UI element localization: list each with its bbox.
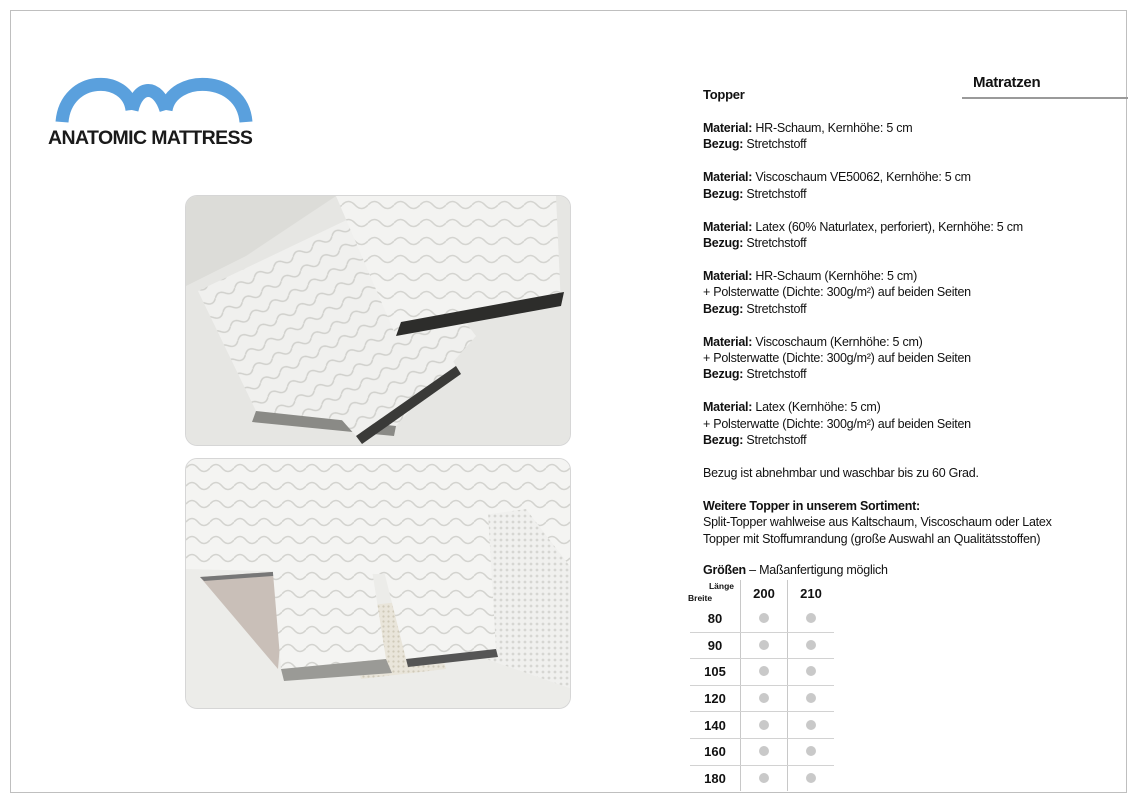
- cover-value: Stretchstoff: [746, 235, 807, 250]
- cover-label: Bezug:: [703, 367, 744, 382]
- material-label: Material:: [703, 334, 753, 349]
- available-dot-icon: [759, 746, 769, 756]
- available-dot-icon: [759, 773, 769, 783]
- length-header: 210: [800, 585, 822, 601]
- variant-2: [703, 169, 1123, 202]
- cover-value: Stretchstoff: [746, 301, 807, 316]
- cover-value: Stretchstoff: [746, 137, 807, 152]
- available-dot-icon: [806, 720, 816, 730]
- available-dot-icon: [806, 693, 816, 703]
- material-value: Viscoschaum (Kernhöhe: 5 cm): [755, 334, 923, 349]
- available-dot-icon: [759, 613, 769, 623]
- table-row: [690, 712, 834, 739]
- material-value: HR-Schaum (Kernhöhe: 5 cm): [755, 268, 918, 283]
- material-value: Latex (Kernhöhe: 5 cm): [755, 400, 881, 415]
- available-dot-icon: [759, 666, 769, 676]
- available-dot-icon: [806, 640, 816, 650]
- brand-logo: [48, 70, 258, 150]
- more-toppers-line: Topper mit Stoffumrandung (große Auswahl an Qualitätsstoffen): [703, 531, 1041, 546]
- cover-value: Stretchstoff: [746, 186, 807, 201]
- washing-note: Bezug ist abnehmbar und waschbar bis zu 60 Grad.: [703, 466, 979, 480]
- available-dot-icon: [806, 666, 816, 676]
- table-row: [690, 659, 834, 686]
- material-extra: + Polsterwatte (Dichte: 300g/m²) auf beiden Seiten: [703, 285, 971, 300]
- product-description: [703, 87, 1123, 547]
- cover-value: Stretchstoff: [746, 433, 807, 448]
- material-label: Material:: [703, 120, 753, 135]
- logo-arcs-icon: [54, 70, 254, 126]
- width-value: 180: [690, 765, 741, 791]
- length-label: Länge: [708, 581, 734, 591]
- size-table-corner: [690, 580, 741, 606]
- material-value: Latex (60% Naturlatex, perforiert), Kernhöhe: 5 cm: [755, 219, 1023, 234]
- width-value: 90: [690, 632, 741, 659]
- material-label: Material:: [703, 219, 753, 234]
- available-dot-icon: [806, 613, 816, 623]
- size-table: [690, 580, 834, 791]
- material-label: Material:: [703, 400, 753, 415]
- available-dot-icon: [759, 720, 769, 730]
- material-extra: + Polsterwatte (Dichte: 300g/m²) auf beiden Seiten: [703, 350, 971, 365]
- available-dot-icon: [759, 693, 769, 703]
- available-dot-icon: [806, 773, 816, 783]
- more-toppers-heading: Weitere Topper in unserem Sortiment:: [703, 498, 920, 513]
- material-extra: + Polsterwatte (Dichte: 300g/m²) auf beiden Seiten: [703, 416, 971, 431]
- cover-value: Stretchstoff: [746, 367, 807, 382]
- variant-3: [703, 219, 1123, 252]
- cover-label: Bezug:: [703, 235, 744, 250]
- cover-label: Bezug:: [703, 186, 744, 201]
- cover-label: Bezug:: [703, 433, 744, 448]
- size-table-header: [690, 580, 834, 606]
- available-dot-icon: [806, 746, 816, 756]
- cover-label: Bezug:: [703, 301, 744, 316]
- variant-6: [703, 399, 1123, 448]
- product-photo-stacked: [185, 195, 571, 446]
- table-row: [690, 685, 834, 712]
- product-title: Topper: [703, 87, 745, 102]
- sizes-title: [703, 563, 888, 577]
- width-value: 120: [690, 685, 741, 712]
- width-value: 160: [690, 738, 741, 765]
- brand-name: ANATOMIC MATTRESS: [48, 127, 253, 149]
- table-row: [690, 738, 834, 765]
- table-row: [690, 765, 834, 791]
- product-photo-folded: [185, 458, 571, 709]
- width-value: 140: [690, 712, 741, 739]
- material-label: Material:: [703, 170, 753, 185]
- table-row: [690, 632, 834, 659]
- variant-5: [703, 334, 1123, 383]
- variant-4: [703, 268, 1123, 317]
- material-value: HR-Schaum, Kernhöhe: 5 cm: [755, 120, 913, 135]
- variant-1: [703, 120, 1123, 153]
- material-value: Viscoschaum VE50062, Kernhöhe: 5 cm: [755, 170, 971, 185]
- width-value: 80: [690, 606, 741, 632]
- section-title: Matratzen: [973, 74, 1041, 91]
- width-label: Breite: [688, 593, 713, 603]
- more-toppers-line: Split-Topper wahlweise aus Kaltschaum, Viscoschaum oder Latex: [703, 515, 1052, 530]
- length-header: 200: [741, 580, 788, 606]
- available-dot-icon: [759, 640, 769, 650]
- width-value: 105: [690, 659, 741, 686]
- table-row: [690, 606, 834, 632]
- material-label: Material:: [703, 268, 753, 283]
- sizes-title-rest: – Maßanfertigung möglich: [745, 563, 888, 577]
- sizes-title-bold: Größen: [703, 563, 746, 577]
- cover-label: Bezug:: [703, 137, 744, 152]
